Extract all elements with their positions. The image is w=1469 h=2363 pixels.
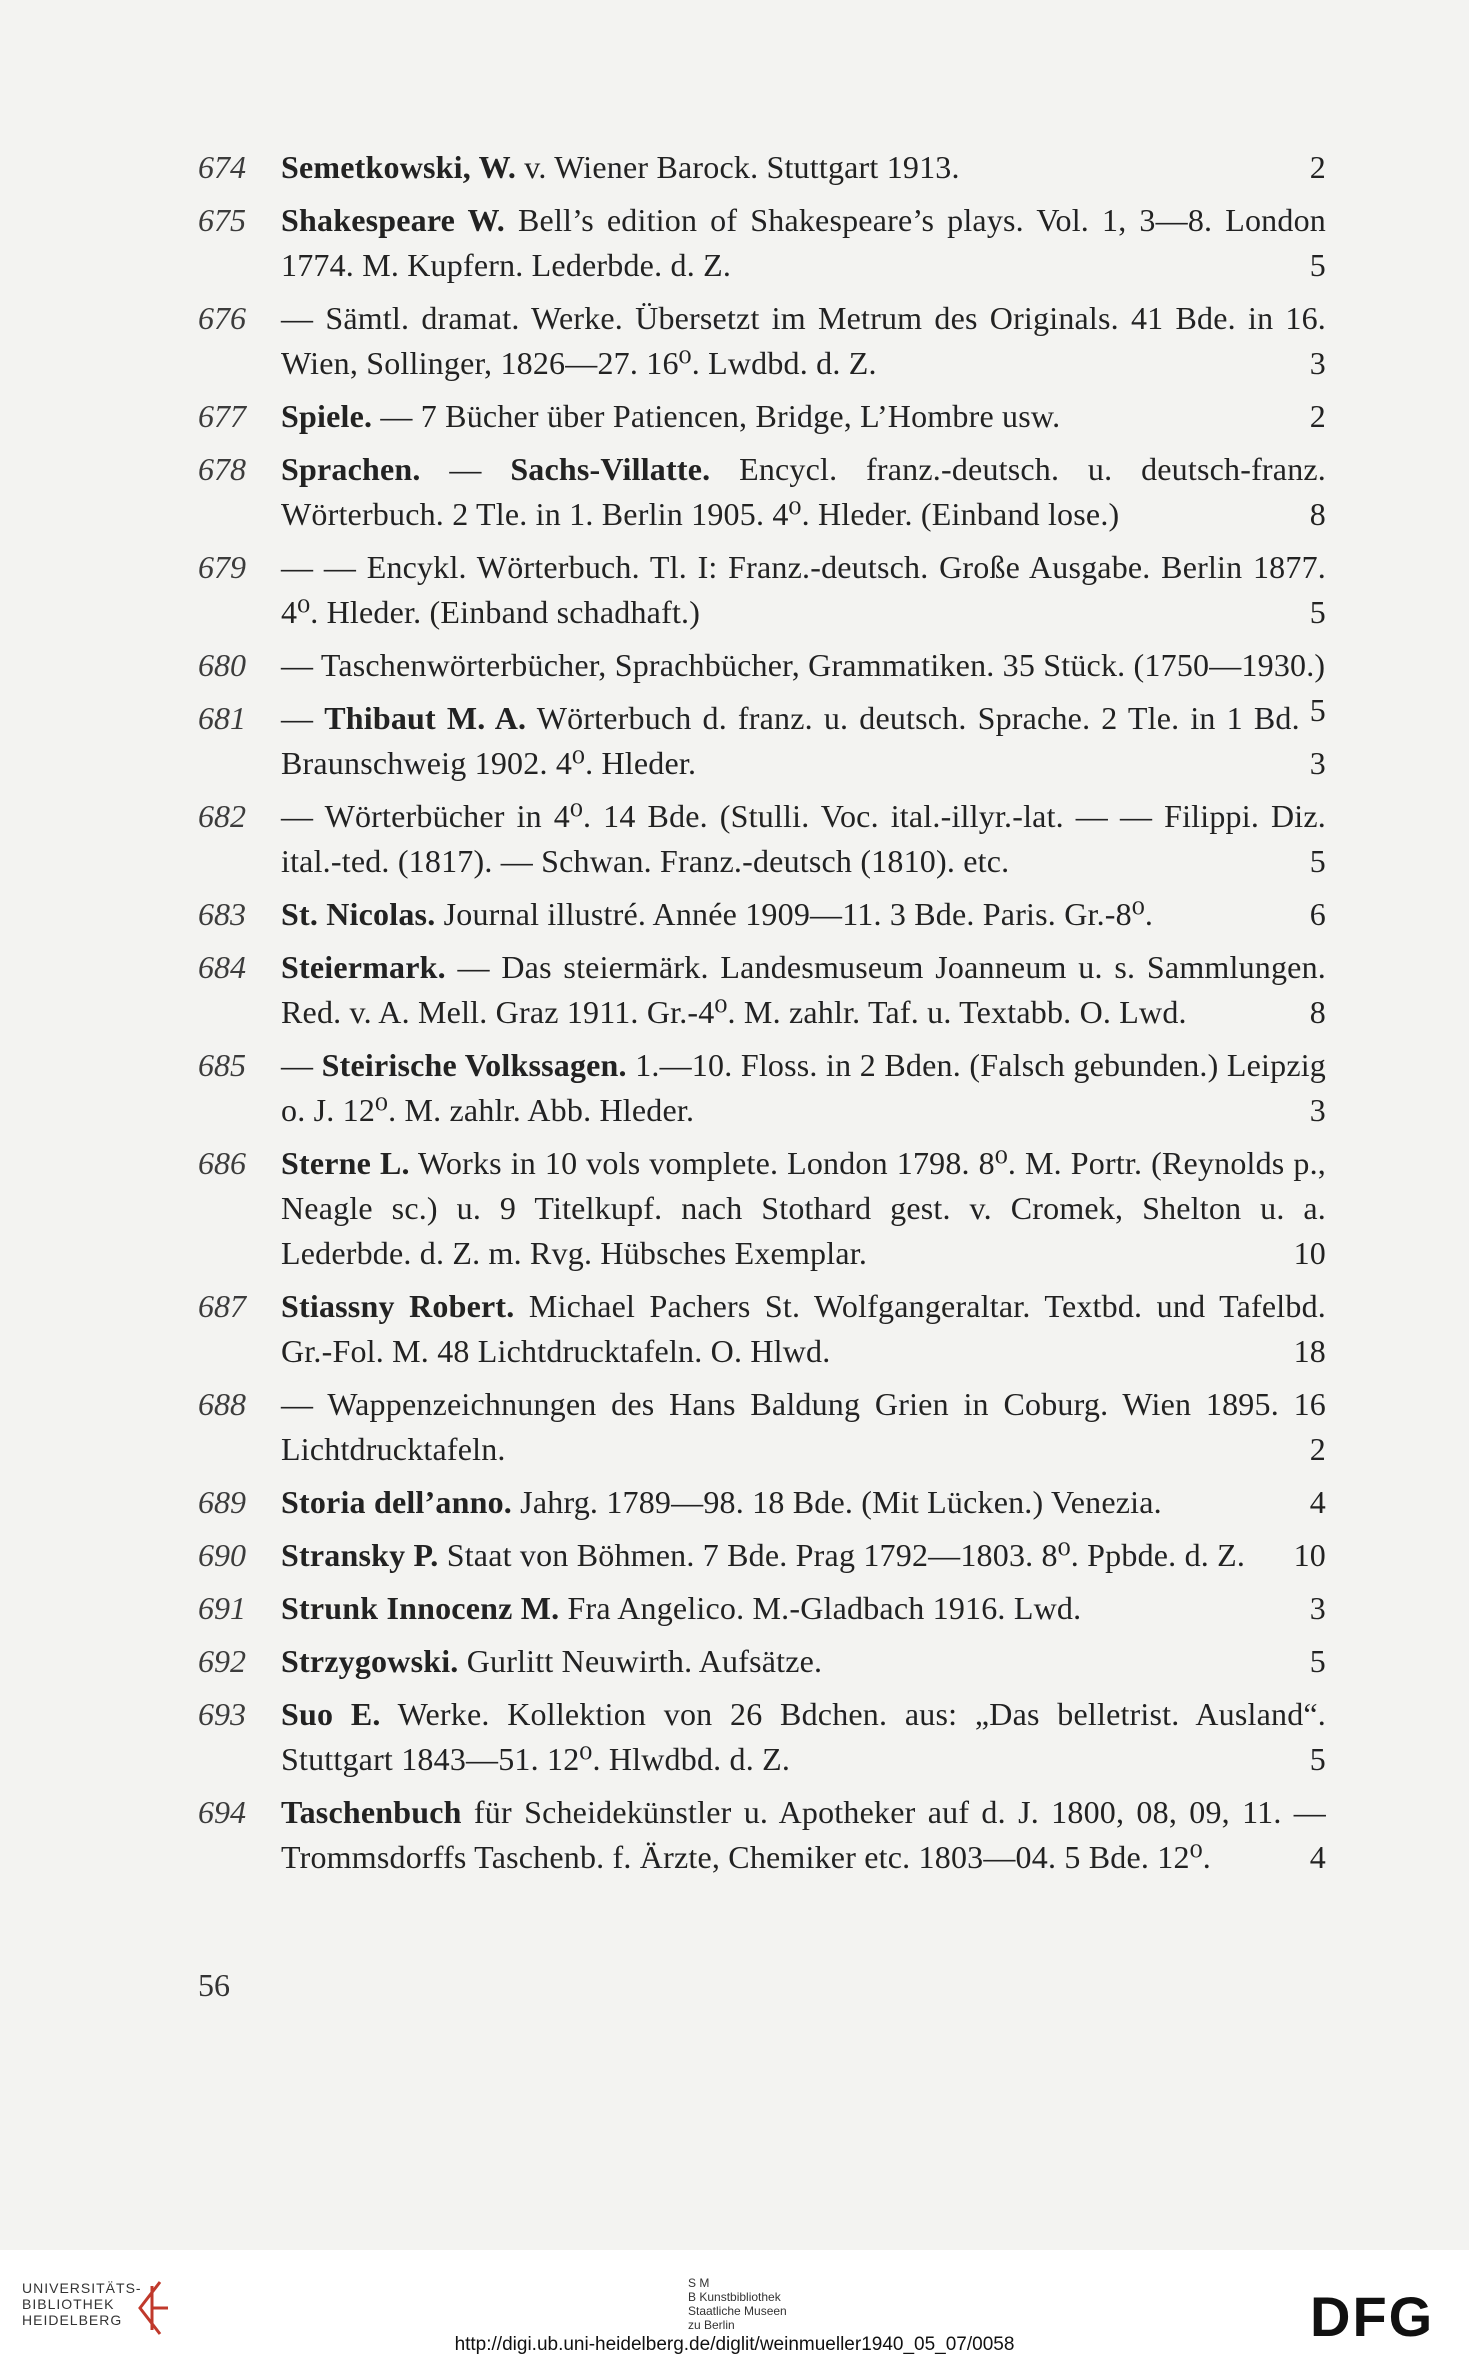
entry-text — [281, 145, 1326, 190]
entry-heading: Steirische Volkssagen. — [321, 1047, 627, 1083]
entry-price: 5 — [1309, 692, 1326, 728]
entry-text — [281, 1382, 1326, 1472]
entry-price: 3 — [1309, 1092, 1326, 1128]
entry-text — [281, 545, 1326, 635]
entry-description: — 7 Bücher über Patiencen, Bridge, L’Hombre usw. — [372, 398, 1061, 434]
entry-text — [281, 447, 1326, 537]
entry-text — [281, 1586, 1326, 1631]
entry-price: 5 — [1309, 1643, 1326, 1679]
catalog-entry — [198, 1043, 1326, 1133]
entry-description: Fra Angelico. M.-Gladbach 1916. Lwd. — [559, 1590, 1082, 1626]
entry-number: 687 — [198, 1288, 246, 1324]
catalog-entry — [198, 1480, 1326, 1525]
entry-text — [281, 794, 1326, 884]
entry-price: 5 — [1309, 594, 1326, 630]
entry-price: 5 — [1309, 843, 1326, 879]
entry-text — [281, 945, 1326, 1035]
entry-description: Jahrg. 1789—98. 18 Bde. (Mit Lücken.) Venezia. — [511, 1484, 1162, 1520]
catalog-entry — [198, 892, 1326, 937]
entry-text — [281, 198, 1326, 288]
entry-price: 3 — [1309, 345, 1326, 381]
entry-text — [281, 394, 1326, 439]
entry-number: 677 — [198, 398, 246, 434]
museum-line-3: Staatliche Museen — [688, 2304, 787, 2318]
entry-heading: Suo E. — [281, 1696, 381, 1732]
entry-number: 675 — [198, 202, 246, 238]
catalog-entry — [198, 794, 1326, 884]
entry-description: — Taschenwörterbücher, Sprachbücher, Grammatiken. 35 Stück. (1750—1930.) — [281, 647, 1326, 683]
entry-number: 684 — [198, 949, 246, 985]
entry-price: 4 — [1309, 1484, 1326, 1520]
entry-description: — — [281, 1047, 322, 1083]
heidelberg-library-logo — [22, 2280, 142, 2328]
entry-heading: Stransky P. — [281, 1537, 439, 1573]
catalog-entry — [198, 1284, 1326, 1374]
entry-number: 692 — [198, 1643, 246, 1679]
entry-description: Journal illustré. Année 1909—11. 3 Bde. Paris. Gr.-8⁰. — [435, 896, 1154, 932]
entry-heading: Spiele. — [281, 398, 373, 434]
entry-number: 682 — [198, 798, 246, 834]
entry-heading: Strunk Innocenz M. — [281, 1590, 560, 1626]
entry-text — [281, 892, 1326, 937]
entry-number: 688 — [198, 1386, 246, 1422]
entry-number: 685 — [198, 1047, 246, 1083]
catalog-entry — [198, 394, 1326, 439]
library-line-1: UNIVERSITÄTS- — [22, 2280, 142, 2296]
entry-heading: St. Nicolas. — [281, 896, 436, 932]
catalog-entry — [198, 945, 1326, 1035]
entry-description: 1.—10. Floss. in 2 Bden. (Falsch gebunden.) Leipzig o. J. 12⁰. M. zahlr. Abb. Hleder. — [281, 1047, 1327, 1128]
entry-number: 674 — [198, 149, 246, 185]
entry-number: 693 — [198, 1696, 246, 1732]
entry-description: Bell’s edition of Shakespeare’s plays. Vol. 1, 3—8. London 1774. M. Kupfern. Lederbde. d. Z. — [281, 202, 1326, 283]
catalog-entry — [198, 545, 1326, 635]
entry-heading: Semetkowski, W. — [281, 149, 517, 185]
entry-price: 3 — [1309, 745, 1326, 781]
entry-heading: Stiassny Robert. — [281, 1288, 515, 1324]
entry-text — [281, 1692, 1326, 1782]
museum-line-4: zu Berlin — [688, 2318, 735, 2332]
entry-description: — Wappenzeichnungen des Hans Baldung Grien in Coburg. Wien 1895. 16 Lichtdrucktafeln. — [281, 1386, 1326, 1467]
entry-number: 694 — [198, 1794, 246, 1830]
entry-description: Encycl. franz.-deutsch. u. deutsch-franz. Wörterbuch. 2 Tle. in 1. Berlin 1905. 4⁰. Hleder. (Einband lose.) — [281, 451, 1326, 532]
catalog-entry — [198, 198, 1326, 288]
entry-text — [281, 1043, 1326, 1133]
entry-number: 683 — [198, 896, 246, 932]
entry-number: 676 — [198, 300, 246, 336]
entry-number: 689 — [198, 1484, 246, 1520]
entry-number: 679 — [198, 549, 246, 585]
entry-price: 5 — [1309, 247, 1326, 283]
entry-text — [281, 296, 1326, 386]
entry-description: Wörterbuch d. franz. u. deutsch. Sprache. 2 Tle. in 1 Bd. Braunschweig 1902. 4⁰. Hleder. — [281, 700, 1300, 781]
entry-description: v. Wiener Barock. Stuttgart 1913. — [516, 149, 960, 185]
library-line-2: BIBLIOTHEK — [22, 2296, 115, 2312]
page-number: 56 — [198, 1967, 230, 2003]
entry-text — [281, 1141, 1326, 1276]
entry-description: — — Encykl. Wörterbuch. Tl. I: Franz.-deutsch. Große Ausgabe. Berlin 1877. 4⁰. Hleder. (Einband schadhaft.) — [281, 549, 1326, 630]
entry-number: 681 — [198, 700, 246, 736]
entry-text — [281, 1480, 1326, 1525]
entry-text — [281, 1639, 1326, 1684]
catalog-entry — [198, 1586, 1326, 1631]
footer — [0, 2250, 1469, 2363]
entry-price: 2 — [1309, 149, 1326, 185]
entry-description: — Sämtl. dramat. Werke. Übersetzt im Metrum des Originals. 41 Bde. in 16. Wien, Sollinger, 1826—27. 16⁰. Lwdbd. d. Z. — [281, 300, 1326, 381]
entry-description: Michael Pachers St. Wolfgangeraltar. Textbd. und Tafelbd. Gr.-Fol. M. 48 Lichtdrucktafeln. O. Hlwd. — [281, 1288, 1326, 1369]
catalog-entry — [198, 696, 1326, 786]
catalog-entry — [198, 1533, 1326, 1578]
museum-line-2: B Kunstbibliothek — [688, 2290, 781, 2304]
catalog-entry — [198, 1639, 1326, 1684]
entry-description: Works in 10 vols vomplete. London 1798. 8⁰. M. Portr. (Reynolds p., Neagle sc.) u. 9 Titelkupf. nach Stothard gest. v. Cromek, Shelton u. a. Lederbde. d. Z. m. Rvg. Hübsches Exemplar. — [281, 1145, 1326, 1271]
museum-line-1: S M — [688, 2276, 710, 2290]
entry-heading: Steiermark. — [281, 949, 446, 985]
entry-description: — — [420, 451, 511, 487]
catalog-entry — [198, 447, 1326, 537]
entry-number: 680 — [198, 647, 246, 683]
catalog-entry — [198, 145, 1326, 190]
entry-price: 10 — [1293, 1537, 1326, 1573]
catalog-entry — [198, 1692, 1326, 1782]
source-url-link[interactable]: http://digi.ub.uni-heidelberg.de/diglit/weinmueller1940_05_07/0058 — [454, 2334, 1015, 2355]
library-emblem-icon — [130, 2278, 174, 2336]
catalog-entries — [198, 145, 1326, 1888]
catalog-entry — [198, 1141, 1326, 1276]
entry-description: — — [281, 700, 325, 736]
entry-price: 5 — [1309, 1741, 1326, 1777]
entry-price: 10 — [1293, 1235, 1326, 1271]
entry-text — [281, 1284, 1326, 1374]
entry-heading: Sprachen. — [281, 451, 421, 487]
entry-price: 6 — [1309, 896, 1326, 932]
entry-text — [281, 1790, 1326, 1880]
entry-heading: Sterne L. — [281, 1145, 410, 1181]
entry-heading: Thibaut M. A. — [324, 700, 527, 736]
catalog-entry — [198, 1382, 1326, 1472]
entry-price: 3 — [1309, 1590, 1326, 1626]
entry-price: 8 — [1309, 496, 1326, 532]
catalog-entry — [198, 296, 1326, 386]
entry-description: — Das steiermärk. Landesmuseum Joanneum u. s. Sammlungen. Red. v. A. Mell. Graz 1911. Gr.-4⁰. M. zahlr. Taf. u. Textabb. O. Lwd. — [281, 949, 1326, 1030]
entry-description: — Wörterbücher in 4⁰. 14 Bde. (Stulli. Voc. ital.-illyr.-lat. — — Filippi. Diz. ital.-ted. (1817). — Schwan. Franz.-deutsch (1810). etc. — [281, 798, 1326, 879]
entry-number: 678 — [198, 451, 246, 487]
catalog-entry — [198, 1790, 1326, 1880]
entry-description: Gurlitt Neuwirth. Aufsätze. — [458, 1643, 823, 1679]
entry-heading: Taschenbuch — [281, 1794, 462, 1830]
entry-heading: Shakespeare W. — [281, 202, 505, 238]
entry-heading: Strzygowski. — [281, 1643, 459, 1679]
entry-number: 691 — [198, 1590, 246, 1626]
entry-price: 8 — [1309, 994, 1326, 1030]
entry-description: Werke. Kollektion von 26 Bdchen. aus: „Das belletrist. Ausland“. Stuttgart 1843—51. 12⁰. Hlwdbd. d. Z. — [281, 1696, 1326, 1777]
entry-description: für Scheidekünstler u. Apotheker auf d. J. 1800, 08, 09, 11. — Trommsdorffs Taschenb. f. Ärzte, Chemiker etc. 1803—04. 5 Bde. 12⁰. — [281, 1794, 1326, 1875]
dfg-logo: DFG — [1310, 2285, 1435, 2348]
entry-price: 2 — [1309, 1431, 1326, 1467]
entry-heading: Sachs-Villatte. — [510, 451, 711, 487]
entry-heading: Storia dell’anno. — [281, 1484, 512, 1520]
entry-price: 4 — [1309, 1839, 1326, 1875]
entry-price: 18 — [1293, 1333, 1326, 1369]
museum-logo — [688, 2276, 787, 2332]
entry-number: 690 — [198, 1537, 246, 1573]
entry-text — [281, 696, 1326, 786]
entry-text — [281, 1533, 1326, 1578]
entry-number: 686 — [198, 1145, 246, 1181]
entry-description: Staat von Böhmen. 7 Bde. Prag 1792—1803. 8⁰. Ppbde. d. Z. — [438, 1537, 1246, 1573]
entry-price: 2 — [1309, 398, 1326, 434]
library-line-3: HEIDELBERG — [22, 2312, 123, 2328]
